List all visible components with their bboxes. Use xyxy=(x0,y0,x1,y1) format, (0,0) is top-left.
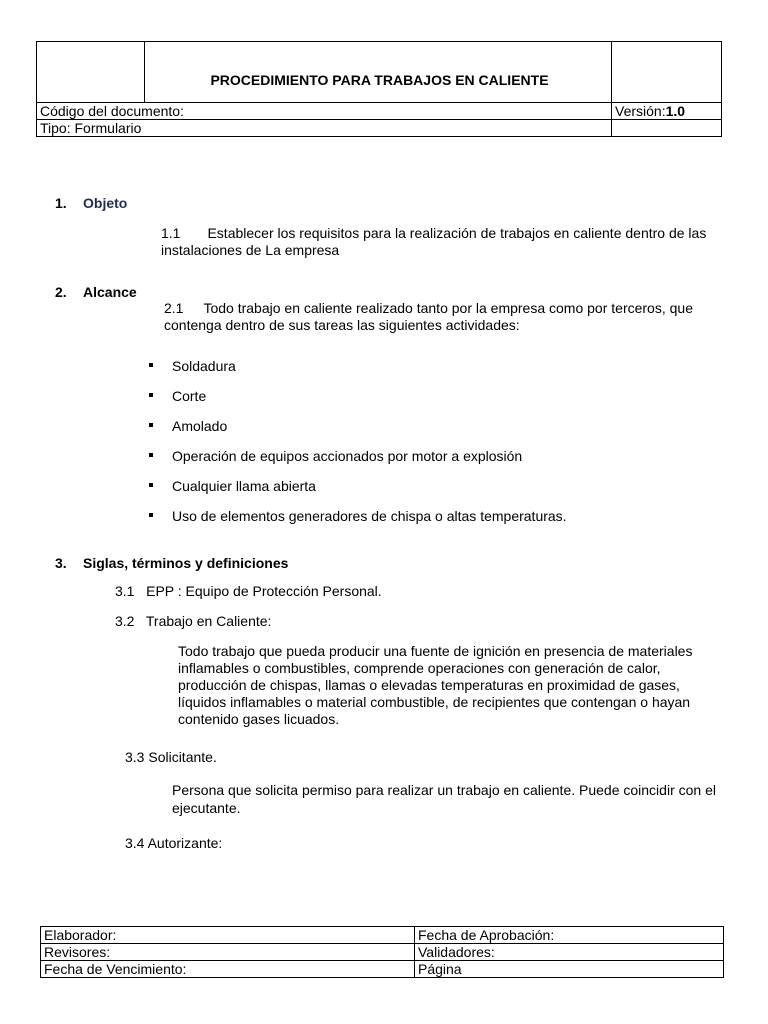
paragraph-1-1-number: 1.1 xyxy=(161,225,181,241)
section-1-title: Objeto xyxy=(83,195,128,211)
logo-cell-left xyxy=(37,42,145,103)
definition-3-1: 3.1 EPP : Equipo de Protección Personal. xyxy=(115,583,382,599)
version-value: 1.0 xyxy=(665,103,686,119)
section-3-number: 3. xyxy=(55,555,67,571)
definition-3-2-heading: 3.2 Trabajo en Caliente: xyxy=(115,613,272,629)
version-cell xyxy=(612,103,722,120)
validadores-cell: Validadores: xyxy=(415,944,724,961)
doc-type: Tipo: Formulario xyxy=(37,120,612,137)
section-2-title: Alcance xyxy=(83,284,137,300)
revisores-cell: Revisores: xyxy=(41,944,415,961)
definition-3-2-text: Todo trabajo que pueda producir una fuente de ignición en presencia de materiales inflamables o combustibles, comprende operaciones con generación de calor, producción de chispas, llamas o elevadas temperaturas en proximidad de gases, líquidos inflamables o material combustible, de recipientes que contengan o hayan contenido gases licuados. xyxy=(178,643,693,727)
section-3-title: Siglas, términos y definiciones xyxy=(83,555,289,571)
logo-cell-right xyxy=(612,42,722,103)
definition-3-4-heading: 3.4 Autorizante: xyxy=(125,835,223,851)
section-1-number: 1. xyxy=(55,195,67,211)
pagina-cell: Página xyxy=(415,961,724,978)
paragraph-1-1-text: Establecer los requisitos para la realización de trabajos en caliente dentro de las instalaciones de La empresa xyxy=(161,225,707,258)
document-footer xyxy=(40,926,724,978)
definition-3-3-heading: 3.3 Solicitante. xyxy=(125,749,217,765)
paragraph-2-1 xyxy=(164,300,720,334)
version-label: Versión: xyxy=(615,103,666,119)
doc-code-label: Código del documento: xyxy=(37,103,612,120)
definition-3-3-text: Persona que solicita permiso para realizar un trabajo en caliente. Puede coincidir con el ejecutante. xyxy=(172,782,716,816)
empty-cell xyxy=(612,120,722,137)
section-2-number: 2. xyxy=(55,284,67,300)
elaborador-cell: Elaborador: xyxy=(41,927,415,944)
paragraph-1-1 xyxy=(161,225,721,259)
fecha-aprobacion-cell: Fecha de Aprobación: xyxy=(415,927,724,944)
paragraph-2-1-number: 2.1 xyxy=(164,300,184,316)
paragraph-2-1-text: Todo trabajo en caliente realizado tanto por la empresa como por terceros, que contenga dentro de sus tareas las siguientes actividades: xyxy=(164,300,693,333)
document-title: PROCEDIMIENTO PARA TRABAJOS EN CALIENTE xyxy=(145,42,612,103)
fecha-vencimiento-cell: Fecha de Vencimiento: xyxy=(41,961,415,978)
document-header xyxy=(36,41,722,137)
